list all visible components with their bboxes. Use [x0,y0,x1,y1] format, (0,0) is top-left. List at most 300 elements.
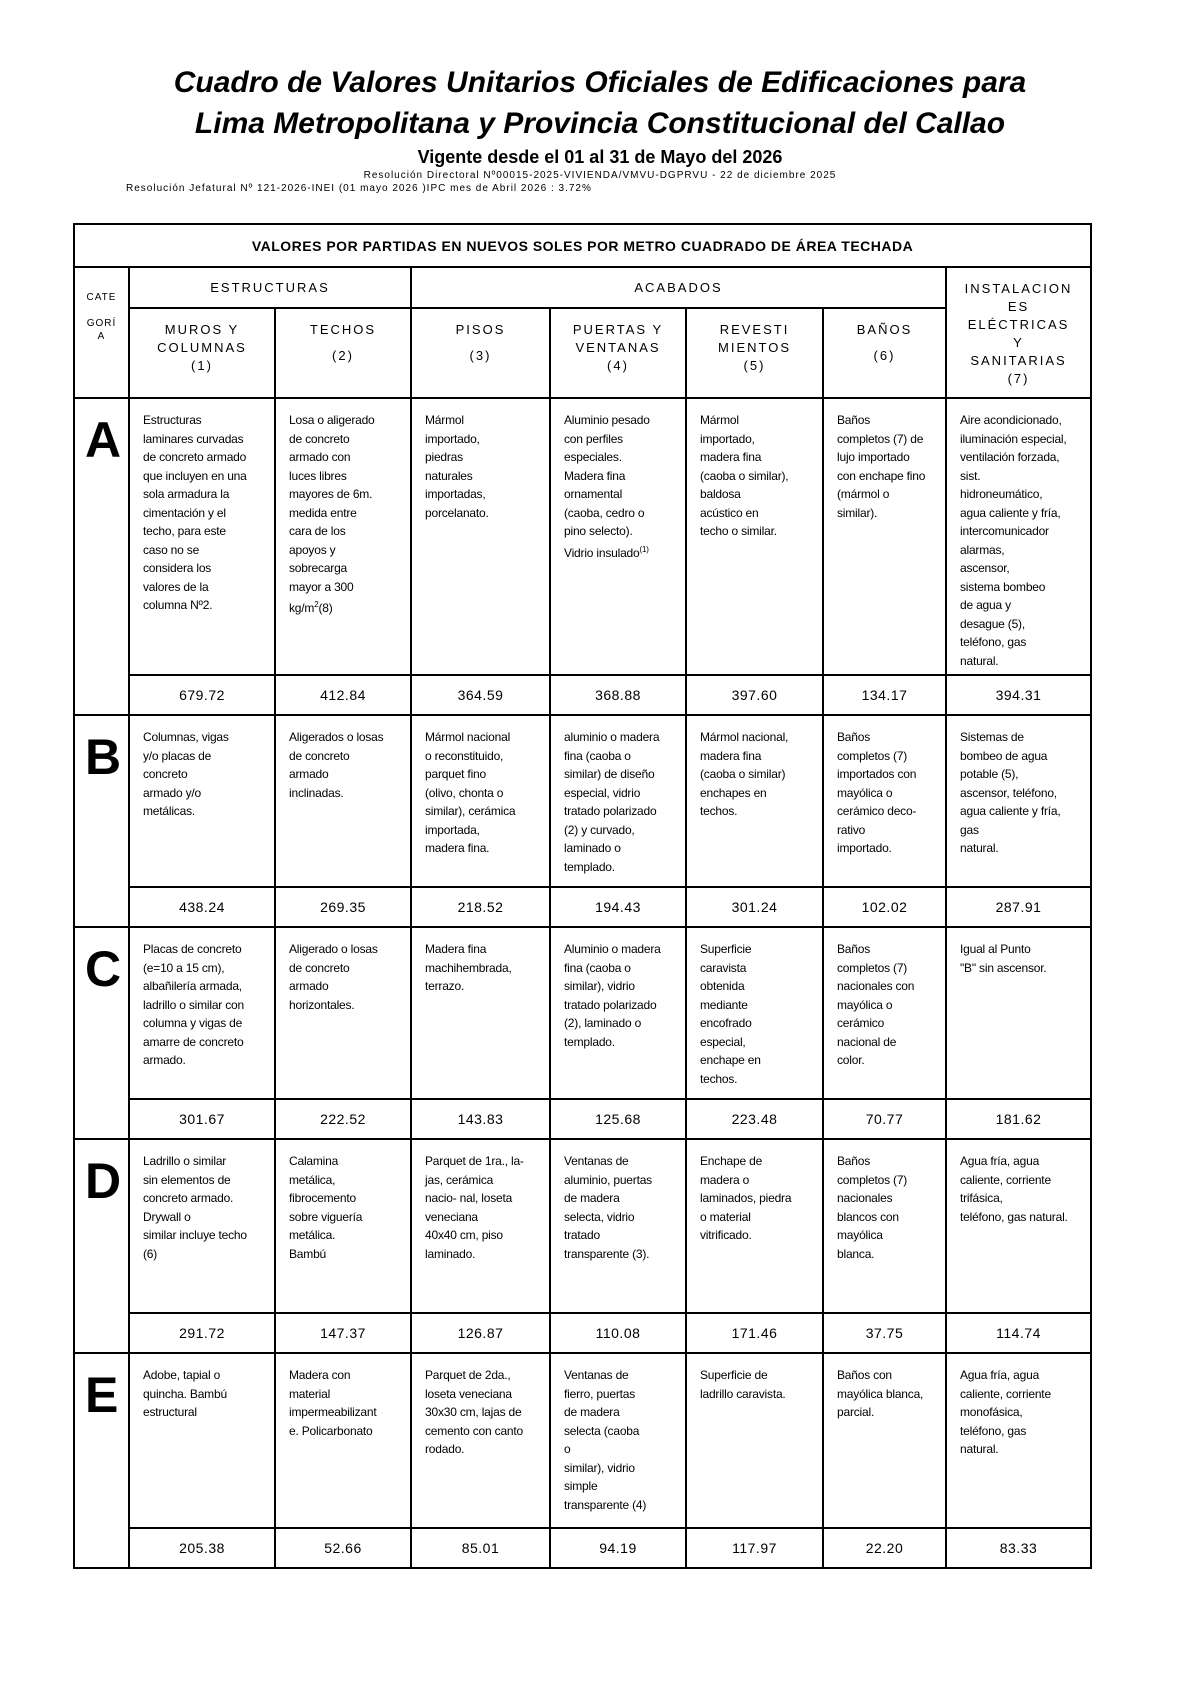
description-line: Aluminio pesado [564,413,650,427]
description-line: Baños [837,730,871,744]
description-line: Aligerados o losas [289,730,384,744]
description-line: laminares curvadas [143,431,244,446]
description-line: tratado [564,1228,600,1242]
description-line: "B" sin ascensor. [960,960,1047,975]
description-line: e. Policarbonato [289,1423,373,1438]
description-line: loseta veneciana [425,1386,512,1401]
description-line: obtenida [700,979,745,993]
description-line: cimentación y el [143,505,226,520]
description-line: gas [960,822,979,837]
description-line: enchapes en [700,785,767,800]
description-cell-banos [823,1139,946,1313]
category-letter: E [74,1353,129,1568]
description-line: Aligerado o losas [289,942,378,956]
description-line: con perfiles [564,431,623,446]
description-line: importados con [837,767,917,781]
description-cell-pisos [411,1139,550,1313]
description-line: parquet fino [425,767,486,781]
description-line: parcial. [837,1405,875,1419]
description-line: medida entre [289,505,357,520]
description-line: mayólica blanca, [837,1386,924,1401]
description-line: Bambú [289,1246,327,1261]
description-line: encofrado [700,1016,752,1030]
description-line: pino selecto). [564,524,633,538]
description-cell-inst [946,1353,1091,1528]
description-line: fina (caoba o [564,748,631,763]
description-line: sistema bombeo [960,579,1046,594]
value-cell-pisos: 126.87 [411,1313,550,1353]
description-line: Mármol nacional, [700,730,789,744]
category-rows [74,398,1091,1568]
description-line: nacionales [837,1191,893,1205]
col-header-text: Y [1013,335,1024,350]
description-line: mayólica [837,1228,883,1242]
description-cell-pisos [411,1353,550,1528]
col-header-text: COLUMNAS [157,340,247,355]
description-line: Baños con [837,1368,892,1382]
description-cell-techos [275,715,411,887]
col-header-banos [823,308,946,398]
description-line: completos (7) de [837,431,924,446]
description-line: de concreto [289,960,350,975]
description-line: armado [289,767,329,781]
col-header-text: (6) [873,348,896,363]
description-line: templado. [564,859,615,874]
value-cell-pisos: 218.52 [411,887,550,927]
description-line: importado, [425,431,480,446]
description-line: madera fina. [425,841,490,855]
description-line: natural. [960,653,999,668]
description-line: agua caliente y fría, [960,804,1061,818]
description-line: selecta (caoba [564,1423,640,1438]
description-line: Agua fría, agua [960,1154,1040,1168]
description-cell-pisos [411,715,550,887]
description-line: (caoba, cedro o [564,505,645,520]
value-cell-banos: 22.20 [823,1528,946,1568]
description-line: Columnas, vigas [143,730,229,744]
category-letter: D [74,1139,129,1353]
description-cell-pisos [411,927,550,1099]
description-line: impermeabilizant [289,1405,377,1419]
description-line: machihembrada, [425,960,512,975]
value-cell-inst: 114.74 [946,1313,1091,1353]
description-line: metálica, [289,1172,336,1187]
description-line: teléfono, gas [960,635,1027,649]
col-header-text: (1) [191,358,213,373]
category-row-c [74,927,1091,1099]
description-line: cara de los [289,524,346,538]
description-line: ornamental [564,487,623,501]
description-line: armado y/o [143,785,202,800]
description-line: fibrocemento [289,1191,356,1205]
description-line: baldosa [700,487,741,501]
description-line: armado [289,979,329,993]
category-letter: B [74,715,129,927]
description-line: Baños [837,413,871,427]
table-main-header: VALORES POR PARTIDAS EN NUEVOS SOLES POR METRO CUADRADO DE ÁREA TECHADA [74,224,1091,267]
description-line: de madera [564,1405,620,1419]
description-line: o reconstituido, [425,748,504,763]
description-line: mediante [700,997,748,1012]
description-line: aluminio o madera [564,730,660,744]
description-line: concreto armado. [143,1191,234,1205]
description-line: nacio- nal, loseta [425,1191,513,1205]
description-line: trifásica, [960,1191,1003,1205]
category-letter: A [74,398,129,715]
description-line: ascensor, teléfono, [960,785,1057,800]
description-line: tratado polarizado [564,804,657,818]
col-header-text: BAÑOS [856,322,913,337]
description-line: especial, [700,1034,746,1049]
category-header-line1: CATE [86,292,117,303]
description-line: natural. [960,1442,999,1456]
description-cell-muros [129,927,275,1099]
description-line [289,596,400,618]
description-line: de concreto [289,748,350,763]
description-line: iluminación especial, [960,431,1067,446]
description-line: nacionales con [837,979,915,993]
description-line: Baños [837,1154,871,1168]
description-cell-techos [275,398,411,675]
value-cell-techos: 269.35 [275,887,411,927]
description-line: desague (5), [960,616,1025,631]
description-line: laminados, piedra [700,1191,792,1205]
description-cell-banos [823,715,946,887]
category-row-b [74,715,1091,887]
description-line: naturales [425,468,473,483]
description-line: horizontales. [289,997,355,1012]
col-header-instalaciones [946,267,1091,398]
col-header-text: ES [1007,299,1030,314]
description-line: armado. [143,1053,186,1067]
description-line: metálica. [289,1228,336,1242]
description-line: albañilería armada, [143,979,242,993]
description-line: concreto [143,767,188,781]
description-line: valores de la [143,579,209,594]
category-header-line2: GORÍ [86,318,117,329]
description-line: importadas, [425,487,486,501]
description-line: ascensor, [960,561,1010,575]
description-line: (olivo, chonta o [425,785,504,800]
valores-table [73,223,1092,1569]
description-text: kg/m [289,601,315,615]
description-line: Enchape de [700,1154,763,1168]
description-line: transparente (4) [564,1497,647,1512]
value-cell-revest: 171.46 [686,1313,823,1353]
description-cell-inst [946,1139,1091,1313]
description-cell-revest [686,1139,823,1313]
description-line: Agua fría, agua [960,1368,1040,1382]
title-line-2: Lima Metropolitana y Provincia Constitucional del Callao [194,107,1006,140]
description-line: considera los [143,561,212,575]
category-header-line3: A [97,331,106,342]
value-cell-pisos: 364.59 [411,675,550,715]
value-cell-techos: 412.84 [275,675,411,715]
description-line: Aluminio o madera [564,942,661,956]
description-line: mayores de 6m. [289,487,373,501]
description-line: Placas de concreto [143,942,242,956]
description-line: Adobe, tapial o [143,1368,221,1382]
description-line: Igual al Punto [960,942,1031,956]
value-cell-inst: 181.62 [946,1099,1091,1139]
col-header-text: VENTANAS [575,340,661,355]
description-line: Baños [837,942,871,956]
description-line: similar), cerámica [425,804,516,818]
description-line: caravista [700,960,747,975]
description-line: (mármol o [837,487,890,501]
col-header-pisos [411,308,550,398]
description-line: de madera [564,1191,620,1205]
description-cell-muros [129,398,275,675]
description-line: Losa o aligerado [289,413,375,427]
description-line: rativo [837,822,866,837]
col-header-text: (4) [607,358,629,373]
description-line: madera o [700,1172,750,1187]
description-line: sola armadura la [143,487,230,501]
description-line: Superficie de [700,1368,768,1382]
description-line: simple [564,1479,598,1493]
description-cell-revest [686,398,823,675]
col-header-text: (2) [332,348,354,363]
validity-subtitle: Vigente desde el 01 al 31 de Mayo del 2026 [417,147,783,167]
description-line: completos (7) [837,1172,908,1187]
document-header [0,62,1200,182]
description-line: teléfono, gas [960,1423,1027,1438]
description-line: Madera fina [425,942,487,956]
description-line: aluminio, puertas [564,1172,652,1187]
description-line: sin elementos de [143,1172,231,1187]
description-line: porcelanato. [425,505,489,520]
description-line: monofásica, [960,1405,1023,1419]
description-line: fina (caoba o [564,960,631,975]
description-line: similar). [837,505,878,520]
description-line: material [289,1386,331,1401]
description-cell-puertas [550,1353,686,1528]
description-line: de concreto armado [143,450,247,464]
description-line: especiales. [564,450,622,464]
description-cell-techos [275,1353,411,1528]
description-cell-puertas [550,715,686,887]
description-line: caso no se [143,542,200,557]
description-cell-revest [686,1353,823,1528]
description-line: hidroneumático, [960,487,1043,501]
category-row-a [74,398,1091,675]
description-line: techo o similar. [700,524,777,538]
description-line: techos. [700,804,738,818]
superscript: (1) [639,544,649,554]
group-header-acabados: ACABADOS [411,267,946,308]
description-line: Mármol [700,413,739,427]
description-line: completos (7) [837,748,908,763]
description-cell-banos [823,1353,946,1528]
value-cell-inst: 394.31 [946,675,1091,715]
description-line [564,541,675,563]
col-header-text: (5) [743,358,766,373]
description-line: lujo importado [837,450,910,464]
value-cell-pisos: 85.01 [411,1528,550,1568]
resolucion-directoral: Resolución Directoral Nº00015-2025-VIVIENDA/VMVU-DGPRVU - 22 de diciembre 2025 [363,170,837,181]
col-header-text: PUERTAS Y [572,322,664,337]
col-header-text: MUROS Y [164,322,240,337]
description-line: caliente, corriente [960,1172,1051,1187]
value-cell-muros: 438.24 [129,887,275,927]
description-line: tratado polarizado [564,997,657,1012]
description-line: fierro, puertas [564,1386,636,1401]
col-header-text: TECHOS [309,322,377,337]
description-line: Ladrillo o similar [143,1154,227,1168]
description-line: piedras [425,450,463,464]
description-line: quincha. Bambú [143,1386,227,1401]
value-cell-pisos: 143.83 [411,1099,550,1139]
description-line: Aire acondicionado, [960,413,1062,427]
description-cell-muros [129,715,275,887]
description-line: laminado o [564,841,621,855]
description-line: color. [837,1053,865,1067]
value-cell-puertas: 194.43 [550,887,686,927]
col-header-text: REVESTI [719,322,790,337]
description-line: ladrillo caravista. [700,1386,786,1401]
description-line: acústico en [700,505,759,520]
description-line: luces libres [289,468,347,483]
col-header-text: (3) [469,348,492,363]
description-line: (2) y curvado, [564,822,635,837]
col-header-puertas [550,308,686,398]
value-row-a [74,675,1091,715]
description-line: caliente, corriente [960,1386,1051,1401]
description-line: vitrificado. [700,1228,752,1242]
col-header-revestimientos [686,308,823,398]
col-header-muros [129,308,275,398]
description-line: similar), vidrio [564,979,635,993]
description-line: 40x40 cm, piso [425,1228,503,1242]
value-cell-techos: 52.66 [275,1528,411,1568]
description-line: veneciana [425,1209,478,1224]
description-line: apoyos y [289,542,336,557]
category-letter: C [74,927,129,1139]
value-cell-banos: 102.02 [823,887,946,927]
description-line: nacional de [837,1034,897,1049]
description-line: mayólica o [837,785,893,800]
description-cell-techos [275,927,411,1099]
description-line: laminado. [425,1246,476,1261]
col-header-text: PISOS [455,322,506,337]
description-line: Mármol [425,413,464,427]
col-header-techos [275,308,411,398]
description-line: enchape en [700,1053,761,1067]
description-line: (e=10 a 15 cm), [143,960,225,975]
group-header-estructuras: ESTRUCTURAS [129,267,411,308]
value-row-d [74,1313,1091,1353]
description-line: agua caliente y fría, [960,505,1061,520]
description-cell-techos [275,1139,411,1313]
description-line: (2), laminado o [564,1016,642,1030]
col-header-text: SANITARIAS [970,353,1067,368]
description-line: intercomunicador [960,524,1049,538]
description-line: con enchape fino [837,468,926,483]
description-line: metálicas. [143,804,196,818]
value-cell-muros: 205.38 [129,1528,275,1568]
category-header [74,267,129,398]
description-line: rodado. [425,1442,465,1456]
col-header-text: (7) [1007,371,1030,386]
description-line: Mármol nacional [425,730,511,744]
description-line: madera fina [700,748,762,763]
description-line: madera fina [700,450,762,464]
description-line: selecta, vidrio [564,1209,635,1224]
col-header-text: INSTALACION [964,281,1073,296]
description-line: similar incluye techo [143,1228,247,1242]
description-cell-puertas [550,927,686,1099]
description-line: 30x30 cm, lajas de [425,1405,522,1419]
description-line: similar) de diseño [564,767,655,781]
value-cell-inst: 83.33 [946,1528,1091,1568]
description-line: y/o placas de [143,748,212,763]
description-line: sobrecarga [289,561,348,575]
description-cell-banos [823,398,946,675]
title-line-1: Cuadro de Valores Unitarios Oficiales de Edificaciones para [173,66,1027,99]
description-cell-muros [129,1353,275,1528]
category-row-d [74,1139,1091,1313]
description-line: similar), vidrio [564,1460,635,1475]
description-line: armado con [289,450,351,464]
description-line: Calamina [289,1154,339,1168]
resolucion-jefatural: Resolución Jefatural Nº 121-2026-INEI (01 mayo 2026 )IPC mes de Abril 2026 : 3.72% [126,183,592,194]
description-line: ladrillo o similar con [143,997,244,1012]
description-line: de concreto [289,431,350,446]
description-line: columna y vigas de [143,1016,243,1030]
description-line: terrazo. [425,979,465,993]
description-line: techo, para este [143,524,226,538]
value-cell-revest: 397.60 [686,675,823,715]
value-cell-techos: 147.37 [275,1313,411,1353]
description-line: transparente (3). [564,1246,650,1261]
description-line: alarmas, [960,542,1005,557]
value-row-e [74,1528,1091,1568]
value-cell-puertas: 94.19 [550,1528,686,1568]
description-line: estructural [143,1405,197,1419]
value-cell-muros: 679.72 [129,675,275,715]
value-cell-banos: 37.75 [823,1313,946,1353]
description-line: columna Nº2. [143,598,213,612]
col-header-text: MIENTOS [718,340,791,355]
description-line: importada, [425,822,480,837]
description-line: Parquet de 2da., [425,1368,511,1382]
description-cell-inst [946,398,1091,675]
description-line: sist. [960,468,981,483]
description-text: Vidrio insulado [564,545,640,560]
description-line: Sistemas de [960,730,1024,744]
description-line: ventilación forzada, [960,450,1060,464]
description-line: natural. [960,841,999,855]
description-line: Drywall o [143,1209,191,1224]
value-cell-techos: 222.52 [275,1099,411,1139]
description-line: teléfono, gas natural. [960,1209,1068,1224]
superscript: 2 [314,600,319,609]
description-line: (caoba o similar) [700,767,786,781]
value-cell-banos: 70.77 [823,1099,946,1139]
value-cell-banos: 134.17 [823,675,946,715]
value-cell-puertas: 368.88 [550,675,686,715]
category-row-e [74,1353,1091,1528]
description-line: templado. [564,1034,615,1049]
value-cell-puertas: 110.08 [550,1313,686,1353]
description-line: Parquet de 1ra., la- [425,1154,524,1168]
description-line: mayor a 300 [289,579,354,594]
description-line: bombeo de agua [960,748,1048,763]
description-line: jas, cerámica [425,1172,494,1187]
description-line: cerámico [837,1016,885,1030]
value-cell-muros: 291.72 [129,1313,275,1353]
